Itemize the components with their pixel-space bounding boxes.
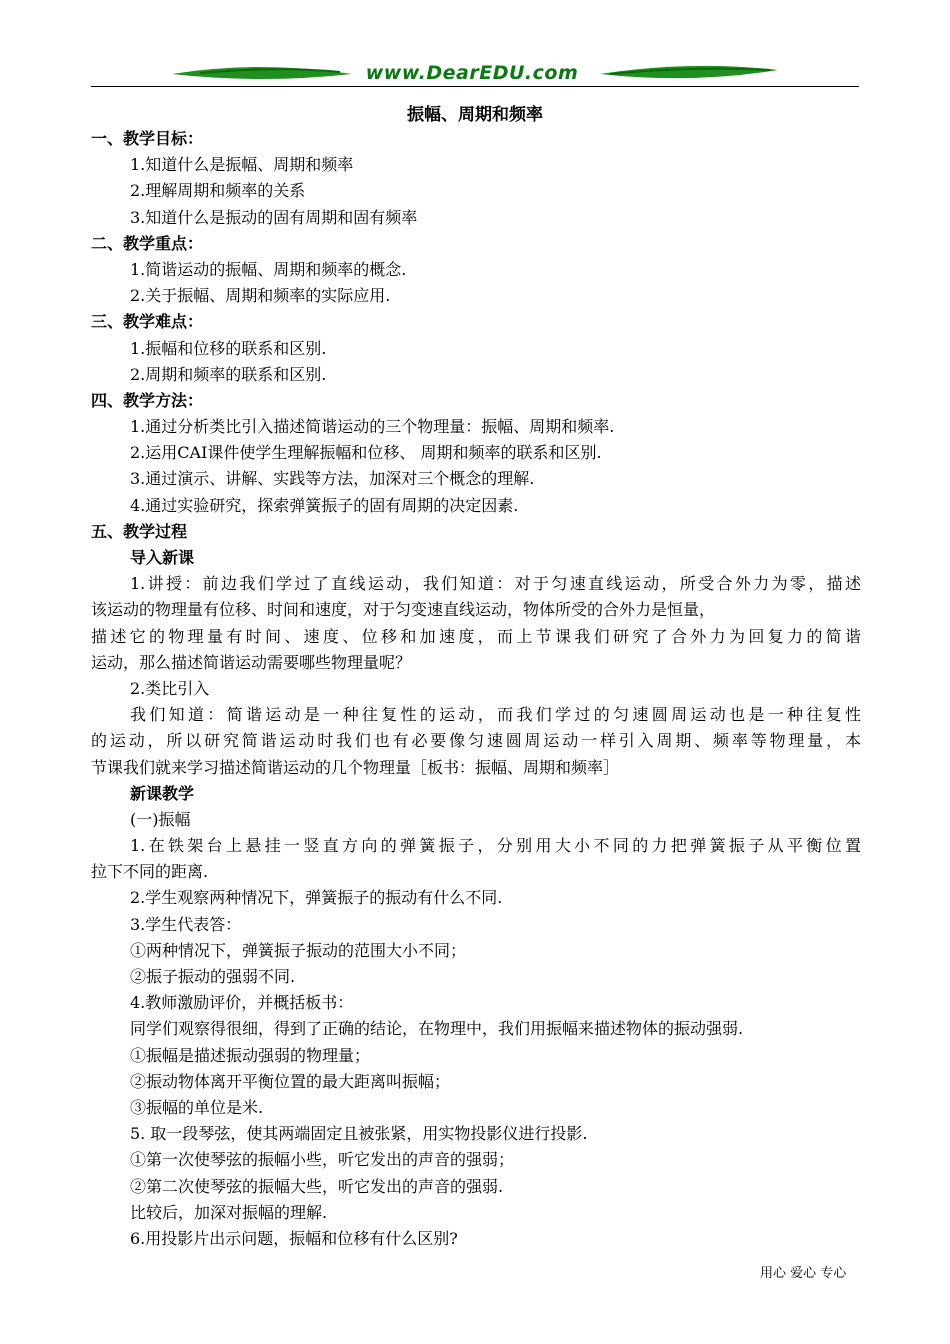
paragraph-line: ③振幅的单位是米. bbox=[130, 1097, 264, 1117]
paragraph-line: 2.学生观察两种情况下，弹簧振子的振动有什么不同. bbox=[130, 888, 503, 908]
paragraph-line: 3.学生代表答： bbox=[130, 914, 242, 934]
paragraph-line: 2.运用CAI课件使学生理解振幅和位移、 周期和频率的联系和区别. bbox=[130, 443, 602, 463]
paragraph-line: ②振动物体离开平衡位置的最大距离叫振幅； bbox=[130, 1071, 451, 1091]
sub-heading: 新课教学 bbox=[130, 783, 195, 803]
footer-slogan: 用心 爱心 专心 bbox=[760, 1266, 847, 1281]
paragraph-line: 2.关于振幅、周期和频率的实际应用. bbox=[130, 286, 391, 306]
page-title: 振幅、周期和频率 bbox=[407, 105, 543, 125]
paragraph-line: 拉下不同的距离. bbox=[91, 862, 209, 882]
paragraph-line: 同学们观察得很细，得到了正确的结论，在物理中，我们用振幅来描述物体的振动强弱. bbox=[130, 1019, 744, 1039]
sub-heading: 导入新课 bbox=[130, 548, 195, 567]
paragraph-line: 该运动的物理量有位移、时间和速度，对于匀变速直线运动，物体所受的合外力是恒量， bbox=[91, 600, 716, 620]
paragraph-line: 4.教师激励评价，并概括板书： bbox=[130, 993, 354, 1013]
header-banner bbox=[0, 0, 950, 100]
paragraph-line: 1.讲授：前边我们学过了直线运动，我们知道：对于匀速直线运动，所受合外力为零，描述 bbox=[130, 574, 861, 594]
paragraph-line: 2.周期和频率的联系和区别. bbox=[130, 364, 327, 384]
paragraph-line: 3.知道什么是振动的固有周期和固有频率 bbox=[130, 207, 418, 227]
paragraph-line: ①第一次使琴弦的振幅小些，听它发出的声音的强弱； bbox=[130, 1150, 515, 1170]
paragraph-line: ①两种情况下，弹簧振子振动的范围大小不同； bbox=[130, 940, 467, 960]
paragraph-line: 1.在铁架台上悬挂一竖直方向的弹簧振子，分别用大小不同的力把弹簧振子从平衡位置 bbox=[130, 836, 861, 856]
paragraph-line: 描述它的物理量有时间、速度、位移和加速度，而上节课我们研究了合外力为回复力的简谐 bbox=[91, 626, 861, 646]
paragraph-line: 比较后，加深对振幅的理解. bbox=[130, 1202, 328, 1222]
paragraph-line: 我们知道：简谐运动是一种往复性的运动，而我们学过的匀速圆周运动也是一种往复性 bbox=[130, 705, 861, 725]
section-heading: 一、教学目标： bbox=[91, 129, 204, 148]
section-heading: 五、教学过程 bbox=[91, 521, 188, 541]
paragraph-line: ②第二次使琴弦的振幅大些，听它发出的声音的强弱. bbox=[130, 1176, 504, 1196]
paragraph-line: ②振子振动的强弱不同. bbox=[130, 967, 296, 986]
section-heading: 四、教学方法： bbox=[91, 390, 204, 410]
paragraph-line: 1.知道什么是振幅、周期和频率 bbox=[130, 155, 354, 175]
paragraph-line: (一)振幅 bbox=[130, 809, 191, 829]
paragraph-line: 5. 取一段琴弦，使其两端固定且被张紧，用实物投影仪进行投影. bbox=[130, 1124, 588, 1144]
document-body bbox=[91, 126, 861, 1252]
paragraph-line: 运动，那么描述简谐运动需要哪些物理量呢？ bbox=[91, 652, 412, 672]
paragraph-line: 6.用投影片出示问题，振幅和位移有什么区别? bbox=[130, 1228, 458, 1248]
section-heading: 二、教学重点： bbox=[91, 233, 204, 253]
site-logo[interactable]: www.DearEDU.com bbox=[365, 62, 579, 84]
section-heading: 三、教学难点： bbox=[91, 312, 204, 332]
paragraph-line: 2.类比引入 bbox=[130, 678, 210, 698]
leaf-swoosh-icon bbox=[0, 0, 950, 100]
paragraph-line: 2.理解周期和频率的关系 bbox=[130, 181, 306, 201]
paragraph-line: ①振幅是描述振动强弱的物理量； bbox=[130, 1045, 371, 1065]
paragraph-line: 的运动，所以研究简谐运动时我们也有必要像匀速圆周运动一样引入周期、频率等物理量，本 bbox=[91, 731, 861, 751]
paragraph-line: 1.通过分析类比引入描述简谐运动的三个物理量：振幅、周期和频率. bbox=[130, 417, 615, 437]
paragraph-line: 4.通过实验研究，探索弹簧振子的固有周期的决定因素. bbox=[130, 495, 519, 515]
paragraph-line: 节课我们就来学习描述简谐运动的几个物理量［板书：振幅、周期和频率］ bbox=[91, 757, 620, 777]
header-rule bbox=[91, 86, 859, 87]
paragraph-line: 1.简谐运动的振幅、周期和频率的概念. bbox=[130, 259, 407, 279]
paragraph-line: 3.通过演示、讲解、实践等方法，加深对三个概念的理解. bbox=[130, 469, 535, 489]
paragraph-line: 1.振幅和位移的联系和区别. bbox=[130, 338, 327, 358]
